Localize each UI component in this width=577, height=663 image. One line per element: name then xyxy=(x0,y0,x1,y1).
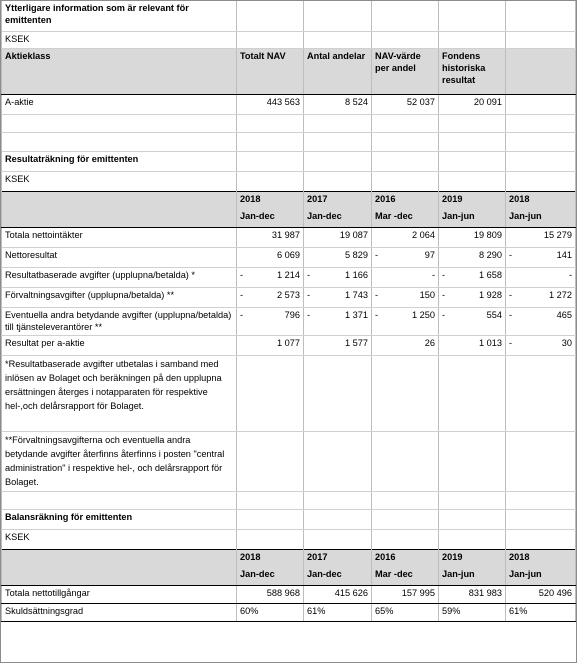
value: 19 809 xyxy=(473,229,502,240)
sign-marker: - xyxy=(375,249,379,260)
value-cell xyxy=(372,335,439,355)
value-cell xyxy=(439,335,506,355)
balance-year: 2018 xyxy=(506,549,576,567)
table-row xyxy=(2,603,576,621)
sign-marker: - xyxy=(240,269,244,280)
value-cell xyxy=(506,227,576,247)
value-cell xyxy=(372,267,439,287)
row-label: Eventuella andra betydande avgifter (upplupna/betalda) till tjänsteleverantörer ** xyxy=(2,307,237,335)
value: 2 064 xyxy=(412,229,435,240)
income-year: 2019 xyxy=(439,191,506,209)
value-cell xyxy=(372,247,439,267)
nav-cell: 52 037 xyxy=(372,94,439,114)
value-cell xyxy=(237,267,304,287)
col-header-antal-andelar: Antal andelar xyxy=(304,48,372,94)
sign-marker: - xyxy=(509,249,513,260)
income-title: Resultaträkning för emittenten xyxy=(2,151,237,171)
value-cell: 61% xyxy=(506,603,576,621)
value: 15 279 xyxy=(543,229,572,240)
sign-marker: - xyxy=(375,289,379,300)
value: 1 166 xyxy=(345,269,368,280)
income-period: Jan-jun xyxy=(439,209,506,227)
sign-marker: - xyxy=(442,269,446,280)
balance-year: 2019 xyxy=(439,549,506,567)
value: 26 xyxy=(424,337,435,348)
value-cell xyxy=(237,307,304,335)
nav-cell: 443 563 xyxy=(237,94,304,114)
col-header-totalt-nav: Totalt NAV xyxy=(237,48,304,94)
value-cell xyxy=(372,227,439,247)
table-row xyxy=(2,227,576,247)
value: 2 573 xyxy=(277,289,300,300)
nav-row-label: A-aktie xyxy=(2,94,237,114)
value-cell xyxy=(439,267,506,287)
value-cell xyxy=(439,247,506,267)
sign-marker: - xyxy=(442,309,446,320)
value: 1 658 xyxy=(479,269,502,280)
value-cell xyxy=(506,247,576,267)
value-cell xyxy=(372,307,439,335)
row-label: Resultat per a-aktie xyxy=(2,335,237,355)
row-label: Nettoresultat xyxy=(2,247,237,267)
sign-marker: - xyxy=(509,309,513,320)
sign-marker: - xyxy=(442,289,446,300)
value-cell: 831 983 xyxy=(439,585,506,603)
value-cell: 60% xyxy=(237,603,304,621)
income-period: Jan-dec xyxy=(304,209,372,227)
value-cell xyxy=(304,227,372,247)
value-cell: 59% xyxy=(439,603,506,621)
value: 1 928 xyxy=(479,289,502,300)
value: 465 xyxy=(556,309,572,320)
value: 1 371 xyxy=(345,309,368,320)
income-period: Jan-dec xyxy=(237,209,304,227)
value: 1 250 xyxy=(412,309,435,320)
value-cell xyxy=(304,287,372,307)
income-period: Mar -dec xyxy=(372,209,439,227)
sign-marker: - xyxy=(307,269,311,280)
value-cell xyxy=(304,247,372,267)
income-period: Jan-jun xyxy=(506,209,576,227)
value-cell xyxy=(506,287,576,307)
value: 1 077 xyxy=(277,337,300,348)
value-cell: 520 496 xyxy=(506,585,576,603)
value-cell xyxy=(237,227,304,247)
value: 30 xyxy=(561,337,572,348)
table-row xyxy=(2,335,576,355)
value-cell xyxy=(439,227,506,247)
value: 554 xyxy=(486,309,502,320)
value: 8 290 xyxy=(479,249,502,260)
value: 141 xyxy=(556,249,572,260)
balance-year: 2016 xyxy=(372,549,439,567)
table-row xyxy=(2,287,576,307)
value-cell xyxy=(506,307,576,335)
value: 1 272 xyxy=(549,289,572,300)
value-cell: 157 995 xyxy=(372,585,439,603)
income-year: 2017 xyxy=(304,191,372,209)
table-row xyxy=(2,267,576,287)
value: 5 829 xyxy=(345,249,368,260)
sign-marker: - xyxy=(307,289,311,300)
value: 1 013 xyxy=(479,337,502,348)
balance-year: 2018 xyxy=(237,549,304,567)
value: - xyxy=(431,269,435,280)
nav-cell: 8 524 xyxy=(304,94,372,114)
value-cell: 588 968 xyxy=(237,585,304,603)
emittent-table xyxy=(1,1,576,622)
value: 796 xyxy=(284,309,300,320)
value-cell xyxy=(304,267,372,287)
value: 97 xyxy=(424,249,435,260)
value: 1 577 xyxy=(345,337,368,348)
row-label: Förvaltningsavgifter (upplupna/betalda) ** xyxy=(2,287,237,307)
value-cell xyxy=(439,307,506,335)
table-row xyxy=(2,94,576,114)
sign-marker: - xyxy=(240,309,244,320)
value-cell xyxy=(506,267,576,287)
sign-marker: - xyxy=(240,289,244,300)
value-cell xyxy=(372,287,439,307)
sign-marker: - xyxy=(509,289,513,300)
value: 6 069 xyxy=(277,249,300,260)
income-unit: KSEK xyxy=(2,171,237,191)
value: 19 087 xyxy=(339,229,368,240)
col-header-nav-varde: NAV-värde per andel xyxy=(372,48,439,94)
unit-label: KSEK xyxy=(2,31,237,48)
value: 150 xyxy=(419,289,435,300)
sign-marker: - xyxy=(375,309,379,320)
value-cell xyxy=(304,307,372,335)
balance-period: Jan-dec xyxy=(237,567,304,585)
col-header-aktieklass: Aktieklass xyxy=(2,48,237,94)
income-year: 2016 xyxy=(372,191,439,209)
section-title: Ytterligare information som är relevant för emittenten xyxy=(2,1,237,31)
footnote-1: *Resultatbaserade avgifter utbetalas i samband med inlösen av Bolaget och beräkningen på den upplupna ersättningen återges i notapparaten för respektive hel-,och delårsrapport för Bolaget. xyxy=(2,355,237,431)
balance-title: Balansräkning för emittenten xyxy=(2,509,237,529)
table-row xyxy=(2,247,576,267)
row-label: Skuldsättningsgrad xyxy=(2,603,237,621)
value-cell xyxy=(237,335,304,355)
value-cell xyxy=(237,287,304,307)
sign-marker: - xyxy=(307,309,311,320)
col-header-historiska-resultat: Fondens historiska resultat xyxy=(439,48,506,94)
value: - xyxy=(568,269,572,280)
value-cell: 415 626 xyxy=(304,585,372,603)
balance-unit: KSEK xyxy=(2,529,237,549)
balance-period: Jan-dec xyxy=(304,567,372,585)
row-label: Resultatbaserade avgifter (upplupna/betalda) * xyxy=(2,267,237,287)
balance-period: Mar -dec xyxy=(372,567,439,585)
table-row xyxy=(2,307,576,335)
balance-period: Jan-jun xyxy=(439,567,506,585)
value-cell: 61% xyxy=(304,603,372,621)
sign-marker: - xyxy=(509,337,513,348)
value-cell xyxy=(439,287,506,307)
value: 1 743 xyxy=(345,289,368,300)
balance-year: 2017 xyxy=(304,549,372,567)
value-cell xyxy=(304,335,372,355)
row-label: Totala nettotillgångar xyxy=(2,585,237,603)
income-year: 2018 xyxy=(237,191,304,209)
value: 31 987 xyxy=(271,229,300,240)
income-year: 2018 xyxy=(506,191,576,209)
row-label: Totala nettointäkter xyxy=(2,227,237,247)
balance-period: Jan-jun xyxy=(506,567,576,585)
nav-cell: 20 091 xyxy=(439,94,506,114)
table-row xyxy=(2,585,576,603)
footnote-2: **Förvaltningsavgifterna och eventuella andra betydande avgifter återfinns återfinns i posten "central administration" i respektive hel-, och delårsrapport för Bolaget. xyxy=(2,431,237,491)
value-cell: 65% xyxy=(372,603,439,621)
value: 1 214 xyxy=(277,269,300,280)
value-cell xyxy=(506,335,576,355)
value-cell xyxy=(237,247,304,267)
